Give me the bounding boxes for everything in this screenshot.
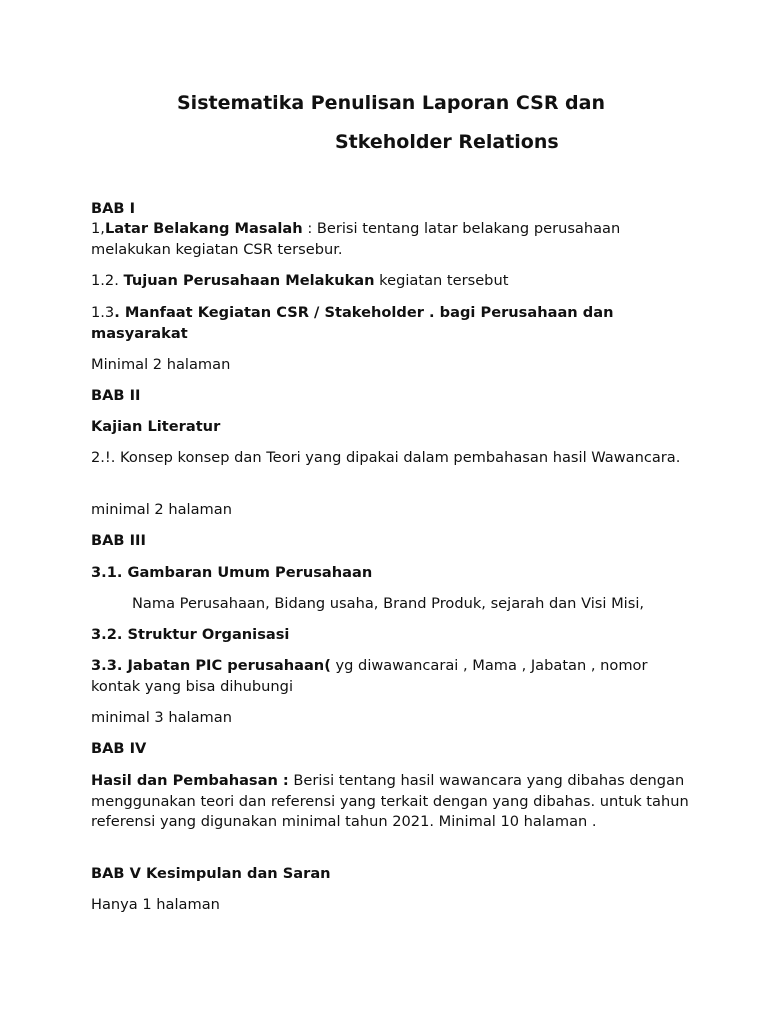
bab-1-item-3 (91, 303, 691, 344)
bab-2-note: minimal 2 halaman (91, 501, 232, 518)
bab-3-item-1-detail: Nama Perusahaan, Bidang usaha, Brand Produk, sejarah dan Visi Misi, (132, 595, 645, 612)
bab-4-body (91, 771, 691, 833)
bab-1-item-1-title: Latar Belakang Masalah (104, 220, 303, 237)
bab-1-item-1-text: : Berisi tentang latar belakang perusahaan melakukan kegiatan CSR tersebur. (91, 220, 621, 258)
bab-1-item-2 (91, 271, 691, 292)
bab-3-item-1: 3.1. Gambaran Umum Perusahaan (91, 564, 373, 581)
bab-1-item-3-number: 1.3 (91, 304, 115, 321)
bab-3-note: minimal 3 halaman (91, 709, 232, 726)
bab-2-heading: BAB II (91, 387, 141, 404)
bab-4-heading: BAB IV (91, 740, 147, 757)
bab-1-item-2-number: 1.2. (91, 272, 124, 289)
bab-5-heading: BAB V Kesimpulan dan Saran (91, 865, 331, 882)
bab-3-item-3 (91, 656, 691, 697)
document-title-line-1: Sistematika Penulisan Laporan CSR dan (177, 92, 606, 114)
bab-1-heading: BAB I (91, 200, 136, 217)
bab-2-item-1: 2.!. Konsep konsep dan Teori yang dipakai dalam pembahasan hasil Wawancara. (91, 449, 681, 466)
bab-5-note: Hanya 1 halaman (91, 896, 220, 913)
bab-2-subheading: Kajian Literatur (91, 418, 221, 435)
document-title-line-2: Stkeholder Relations (335, 131, 559, 153)
bab-3-item-3-text: yg diwawancarai , Mama , Jabatan , nomor kontak yang bisa dihubungi (91, 657, 648, 695)
bab-4-body-title: Hasil dan Pembahasan : (91, 772, 289, 789)
bab-1-item-2-text: kegiatan tersebut (374, 272, 509, 289)
bab-3-item-3-title: 3.3. Jabatan PIC perusahaan( (91, 657, 331, 674)
bab-1-note: Minimal 2 halaman (91, 356, 231, 373)
bab-1-item-2-title: Tujuan Perusahaan Melakukan (123, 272, 375, 289)
bab-1-item-3-title: . Manfaat Kegiatan CSR / Stakeholder . bagi Perusahaan dan masyarakat (91, 304, 614, 342)
bab-1-item-1 (91, 219, 691, 260)
bab-1-item-1-number: 1, (91, 220, 105, 237)
bab-3-item-2: 3.2. Struktur Organisasi (91, 626, 290, 643)
bab-4-body-text: Berisi tentang hasil wawancara yang dibahas dengan menggunakan teori dan referensi yang terkait dengan yang dibahas. untuk tahun referensi yang digunakan minimal tahun 2021. Minimal 10 halaman . (91, 772, 689, 830)
bab-3-heading: BAB III (91, 532, 146, 549)
